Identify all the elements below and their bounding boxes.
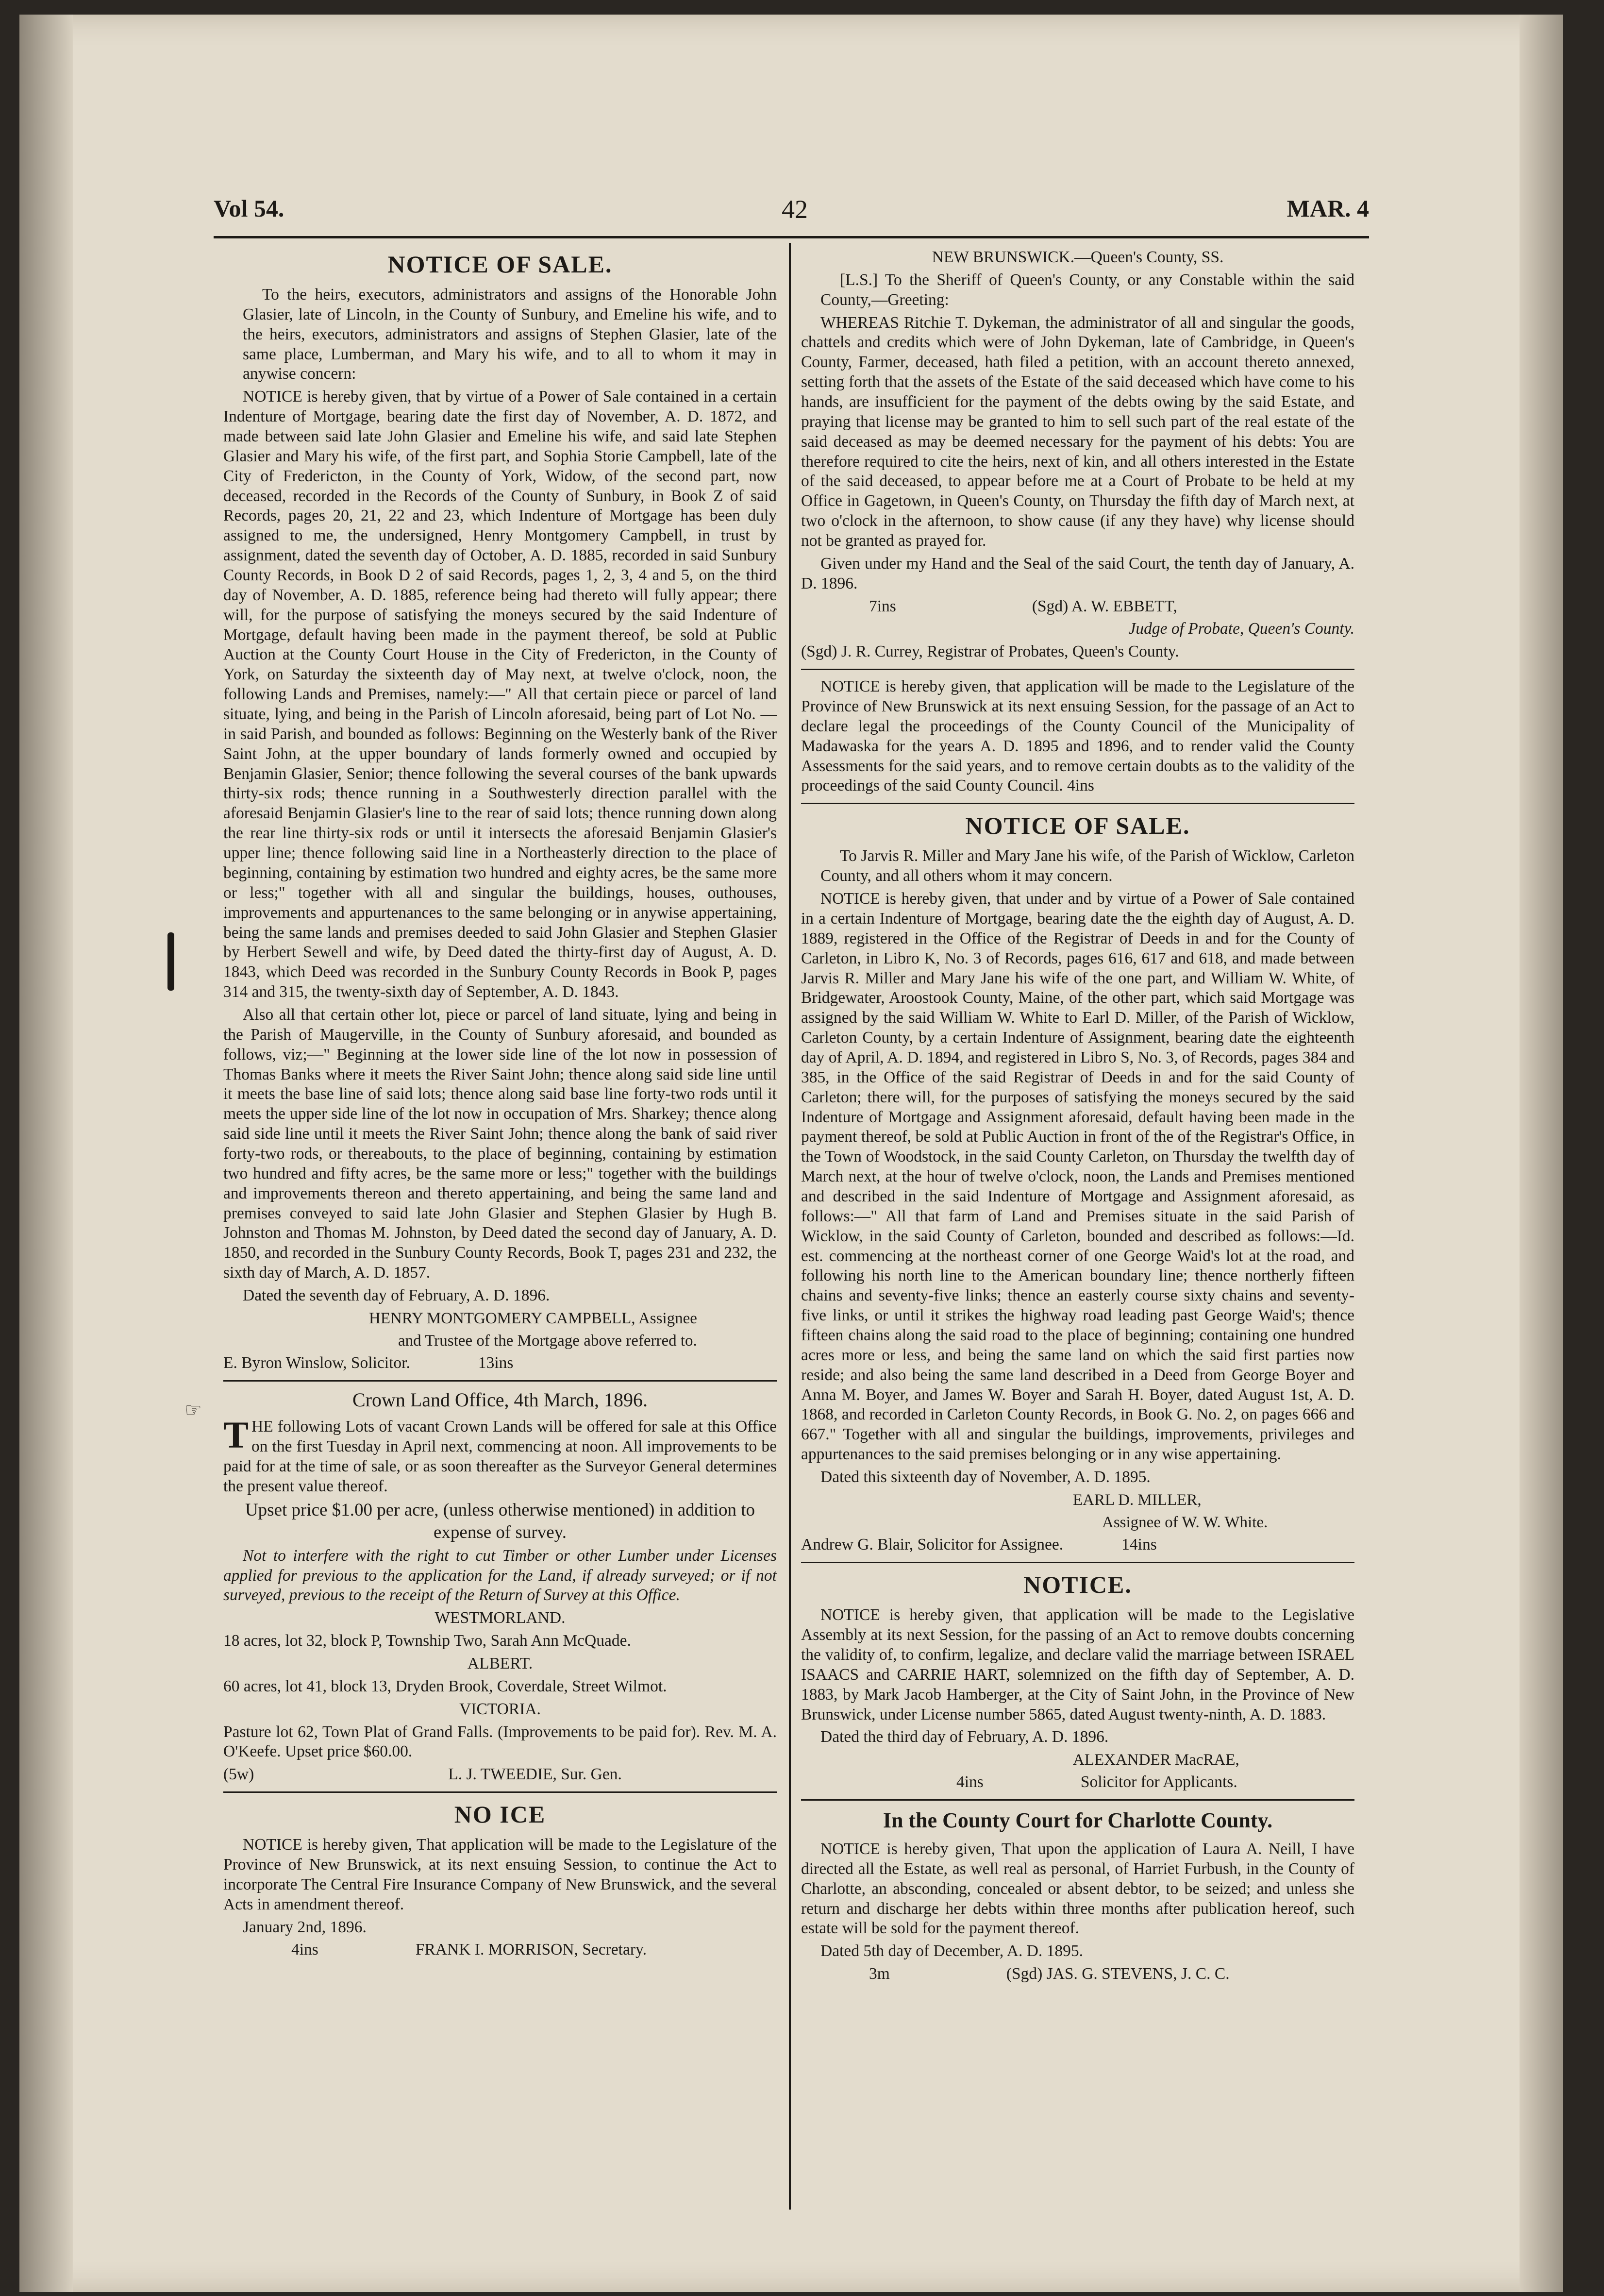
section-rule	[801, 1799, 1354, 1801]
notice-dated: Dated 5th day of December, A. D. 1895.	[820, 1942, 1084, 1960]
notice-dated: Dated the seventh day of February, A. D. 1896.	[243, 1286, 550, 1304]
notice-paragraph: NOTICE is hereby given, That application will be made to the Legislature of the Province of New Brunswick, at its next ensuing Session, to continue the Act to incorporate The Central Fire Insurance Company of New Brunswick, and the several Acts in amendment thereof.	[223, 1836, 777, 1913]
right-column	[801, 248, 1354, 1987]
notice-signer: ALEXANDER MacRAE,	[1073, 1751, 1239, 1769]
page-number: 42	[782, 195, 808, 224]
notice-solicitor: E. Byron Winslow, Solicitor. 13ins	[223, 1354, 514, 1372]
section-rule	[223, 1380, 777, 1382]
probate-registrar: (Sgd) J. R. Currey, Registrar of Probates, Queen's County.	[801, 642, 1179, 661]
binding-shadow	[19, 15, 73, 2292]
notice-dated: Dated the third day of February, A. D. 1896.	[820, 1728, 1109, 1746]
page-edge	[1520, 15, 1563, 2292]
crown-land-signer: (5w) L. J. TWEEDIE, Sur. Gen.	[223, 1765, 622, 1784]
probate-greeting: [L.S.] To the Sheriff of Queen's County, or any Constable within the said County,—Greeting:	[820, 270, 1354, 309]
notice-signer: HENRY MONTGOMERY CAMPBELL, Assignee	[369, 1309, 697, 1327]
page-header	[214, 194, 1369, 233]
probate-signer-title: Judge of Probate, Queen's County.	[1128, 620, 1354, 638]
county-westmorland: WESTMORLAND.	[434, 1609, 566, 1627]
notice-of-sale-title: NOTICE OF SALE.	[387, 251, 613, 278]
notice-title: NO ICE	[454, 1801, 546, 1828]
county-albert: ALBERT.	[467, 1654, 533, 1672]
left-column	[223, 248, 777, 1963]
notice-signer: 3m (Sgd) JAS. G. STEVENS, J. C. C.	[869, 1965, 1230, 1983]
crown-land-heading: Crown Land Office, 4th March, 1896.	[352, 1389, 648, 1411]
notice-signer-title: 4ins Solicitor for Applicants.	[956, 1773, 1237, 1791]
section-rule	[801, 669, 1354, 670]
volume-label: Vol 54.	[214, 195, 284, 222]
issue-date: MAR. 4	[1287, 195, 1369, 222]
margin-mark	[167, 932, 174, 991]
section-rule	[801, 803, 1354, 804]
notice-address: To Jarvis R. Miller and Mary Jane his wife, of the Parish of Wicklow, Carleton County, and all others whom it may concern.	[820, 847, 1354, 885]
notice-paragraph: NOTICE is hereby given, That upon the application of Laura A. Neill, I have directed all the Estate, as well real as personal, of Harriet Furbush, in the County of Charlotte, an absconding, concealed or absent debtor, to be seized; and unless she return and discharge her debts within three months after publication hereof, such estate will be sold for the payment thereof.	[801, 1840, 1354, 1938]
notice-signer-title: Assignee of W. W. White.	[1102, 1514, 1268, 1532]
notice-solicitor: Andrew G. Blair, Solicitor for Assignee. 14ins	[801, 1536, 1157, 1554]
notice-of-sale-title: NOTICE OF SALE.	[965, 812, 1190, 840]
section-rule	[223, 1791, 777, 1793]
notice-paragraph: NOTICE is hereby given, that application will be made to the Legislative Assembly at its next Session, for the passing of an Act to remove doubts concerning the validity of, to confirm, legalize, and declare valid the marriage between ISRAEL ISAACS and CARRIE HART, solemnized on the fifth day of September, A. D. 1883, by Mark Jacob Hamberger, at the City of Saint John, in the Province of New Brunswick, under License number 5865, dated August twenty-ninth, A. D. 1883.	[801, 1606, 1354, 1723]
header-rule	[214, 236, 1369, 238]
county-victoria: VICTORIA.	[459, 1700, 541, 1718]
probate-given: Given under my Hand and the Seal of the said Court, the tenth day of January, A. D. 1896.	[801, 554, 1354, 592]
notice-address: To the heirs, executors, administrators and assigns of the Honorable John Glasier, late of Lincoln, in the County of Sunbury, and Emeline his wife, and to the heirs, executors, administrators and assigns of Stephen Glasier, late of the same place, Lumberman, and Mary his wife, and to all to whom it may in anywise concern:	[243, 286, 777, 383]
notice-signer: 4ins FRANK I. MORRISON, Secretary.	[291, 1941, 647, 1959]
lot-entry: Pasture lot 62, Town Plat of Grand Falls. (Improvements to be paid for). Rev. M. A. O'Keefe. Upset price $60.00.	[223, 1722, 777, 1761]
probate-signer: 7ins (Sgd) A. W. EBBETT,	[869, 597, 1177, 615]
notice-dated: January 2nd, 1896.	[243, 1918, 367, 1936]
section-rule	[801, 1562, 1354, 1563]
lot-entry: 18 acres, lot 32, block P, Township Two, Sarah Ann McQuade.	[223, 1632, 631, 1650]
drop-cap: T	[223, 1413, 249, 1456]
notice-paragraph: NOTICE is hereby given, that by virtue of a Power of Sale contained in a certain Indenture of Mortgage, bearing date the first day of November, A. D. 1872, and made between said late John Glasier and Emeline his wife, and said late Stephen Glasier and Mary his wife, of the first part, and Sophia Storie Campbell, late of the City of Fredericton, in the County of York, Widow, of the second part, now deceased, recorded in the Records of the County of Sunbury, in Book Z of said Records, pages 20, 21, 22 and 23, which Indenture of Mortgage has been duly assigned to me, the undersigned, Henry Montgomery Campbell, in trust by assignment, dated the seventh day of October, A. D. 1885, recorded in said Sunbury County Records, in Book D 2 of said Records, pages 1, 2, 3, 4 and 5, on the third day of November, A. D. 1885, reference being had thereto will fully appear; there will, for the purpose of satisfying the moneys secured by the said Indenture of Mortgage, default having been made in the payment thereof, be sold at Public Auction at the County Court House in the City of Fredericton, in the County of York, on Saturday the sixteenth day of May next, at twelve o'clock, noon, the following Lands and Premises, namely:—" All that certain piece or parcel of land situate, lying, and being in the Parish of Lincoln aforesaid, being part of Lot No. — in said Parish, and bounded as follows: Beginning on the Westerly bank of the River Saint John, at the upper boundary of lands formerly owned and occupied by Benjamin Glasier, Senior; thence following the several courses of the bank upwards thirty-six rods; thence running in a Southwesterly direction parallel with the aforesaid Benjamin Glasier's line to the rear of said lots; thence running down along the rear line thirty-six rods or until it intersects the aforesaid Benjamin Glasier's upper line; thence following said line in a Northeasterly direction to the place of beginning, containing by estimation two hundred and eighty acres, be the same more or less;" together with all and singular the buildings, houses, outhouses, improvements and appurtenances to the same belonging or in anywise appertaining, being the same lands and premises deeded to said John Glasier and Stephen Glasier by Herbert Sewell and wife, by Deed dated the thirty-first day of August, A. D. 1843, which Deed was recorded in the Sunbury County Records in Book P, pages 314 and 315, the twenty-sixth day of September, A. D. 1843.	[223, 388, 777, 1001]
notice-dated: Dated this sixteenth day of November, A. D. 1895.	[820, 1468, 1151, 1486]
probate-paragraph: WHEREAS Ritchie T. Dykeman, the administrator of all and singular the goods, chattels and credits which were of John Dykeman, late of Cambridge, in Queen's County, Farmer, deceased, hath filed a petition, with an account thereto annexed, setting forth that the assets of the Estate of the said deceased which have come to his hands, are insufficient for the payment of the debts owing by the said Estate, and praying that license may be granted to him to sell such part of the real estate of the said deceased as may be deemed necessary for the payment of his debts: You are therefore required to cite the heirs, next of kin, and all others interested in the Estate of the said deceased, to appear before me at a Court of Probate to be held at my Office in Gagetown, in Queen's County, on Thursday the fifth day of March next, at two o'clock in the afternoon, to show cause (if any they have) why license should not be granted as prayed for.	[801, 313, 1354, 550]
notice-paragraph: NOTICE is hereby given, that under and by virtue of a Power of Sale contained in a certain Indenture of Mortgage, bearing date the the eighth day of August, A. D. 1889, registered in the Office of the Registrar of Deeds in and for the County of Carleton, in Libro K, No. 3 of Records, pages 616, 617 and 618, and made between Jarvis R. Miller and Mary Jane his wife of the one part, and William W. White, of Bridgewater, Aroostook County, Maine, of the other part, which said Mortgage was assigned by the said William W. White to Earl D. Miller, of the Parish of Wicklow, Carleton County, by a certain Indenture of Assignment, bearing date the eighteenth day of April, A. D. 1894, and registered in Libro S, No. 3, of Records, pages 384 and 385, in the Office of the said Registrar of Deeds in and for the said County of Carleton; there will, for the purposes of satisfying the moneys secured by the said Indenture of Mortgage and Assignment aforesaid, default having been made in the payment thereof, be sold at Public Auction in front of the of the Registrar's Office, in the Town of Woodstock, in the said County Carleton, on Thursday the twelfth day of March next, at the hour of twelve o'clock, noon, the Lands and Premises mentioned and described in the said Indenture of Mortgage and Assignment aforesaid, as follows:—" All that farm of Land and Premises situate in the said Parish of Wicklow, in the said County of Carleton, bounded and described as follows:—Id. est. commencing at the northeast corner of one George Waid's lot at the road, and following his north line to the American boundary line; thence northerly fifteen chains and seventy-five links; thence an easterly course sixty chains and seventy-five links, or until it strikes the highway road leading past George Waid's; thence fifteen chains along the said road to the place of beginning; containing one hundred acres more or less, and being the same land on which the said first parties now reside; and also being the same land described in a Deed from George Boyer and Anna M. Boyer, and James W. Boyer and Sarah H. Boyer, dated August 1st, A. D. 1868, and recorded in Carleton County Records, in Book G. No. 2, on pages 666 and 667." Together with all and singular the buildings, improvements, privileges and appurtenances to the said premises belonging or in any wise appertaining.	[801, 890, 1354, 1464]
lot-entry: 60 acres, lot 41, block 13, Dryden Brook, Coverdale, Street Wilmot.	[223, 1677, 667, 1695]
crown-land-paragraph: THE following Lots of vacant Crown Lands will be offered for sale at this Office on the first Tuesday in April next, commencing at noon. All improvements to be paid for at the time of sale, or as soon thereafter as the Surveyor General determines the present value thereof.	[223, 1413, 777, 1495]
crown-land-conditions: Not to interfere with the right to cut Timber or other Lumber under Licenses applied for previous to the application for the Land, if already surveyed; or if not surveyed, previous to the receipt of the Return of Survey at this Office.	[223, 1546, 777, 1604]
notice-signer-title: and Trustee of the Mortgage above referred to.	[398, 1332, 697, 1350]
county-court-title: In the County Court for Charlotte County.	[883, 1808, 1273, 1833]
notice-paragraph: Also all that certain other lot, piece or parcel of land situate, lying and being in the Parish of Maugerville, in the County of Sunbury aforesaid, and bounded as follows, viz;—" Beginning at the lower side line of the lot now in possession of Thomas Banks where it meets the River Saint John; thence along said side line until it meets the base line of said lots; thence along said base line forty-two rods until it meets the upper side line of the lot now in occupation of Mrs. Sharkey; thence along said side line until it meets the River Saint John; thence along the bank of said river forty-two rods, or thereabouts, to the place of beginning, containing by estimation two hundred and fifty acres, be the same more or less;" together with the buildings and improvements thereon and thereto appertaining, and being the same land and premises conveyed to said late John Glasier and Stephen Glasier by Hugh B. Johnston and Thomas M. Johnston, by Deed dated the second day of January, A. D. 1850, and recorded in the Sunbury County Records, Book T, pages 231 and 232, the sixth day of March, A. D. 1857.	[223, 1005, 777, 1282]
notice-title: NOTICE.	[1023, 1571, 1132, 1599]
pointing-hand-icon: ☞	[184, 1399, 202, 1421]
notice-signer: EARL D. MILLER,	[1073, 1491, 1202, 1509]
upset-price: Upset price $1.00 per acre, (unless otherwise mentioned) in addition to expense of survey.	[245, 1500, 755, 1542]
probate-heading: NEW BRUNSWICK.—Queen's County, SS.	[932, 248, 1224, 266]
madawaska-paragraph: NOTICE is hereby given, that application will be made to the Legislature of the Province of New Brunswick at its next ensuing Session, for the passage of an Act to declare legal the proceedings of the County Council of the Municipality of Madawaska for the years A. D. 1895 and 1896, and to render valid the County Assessments for the said years, and to remove certain doubts as to the validity of the proceedings of the said County Council. 4ins	[801, 677, 1354, 795]
column-divider	[789, 243, 791, 2210]
